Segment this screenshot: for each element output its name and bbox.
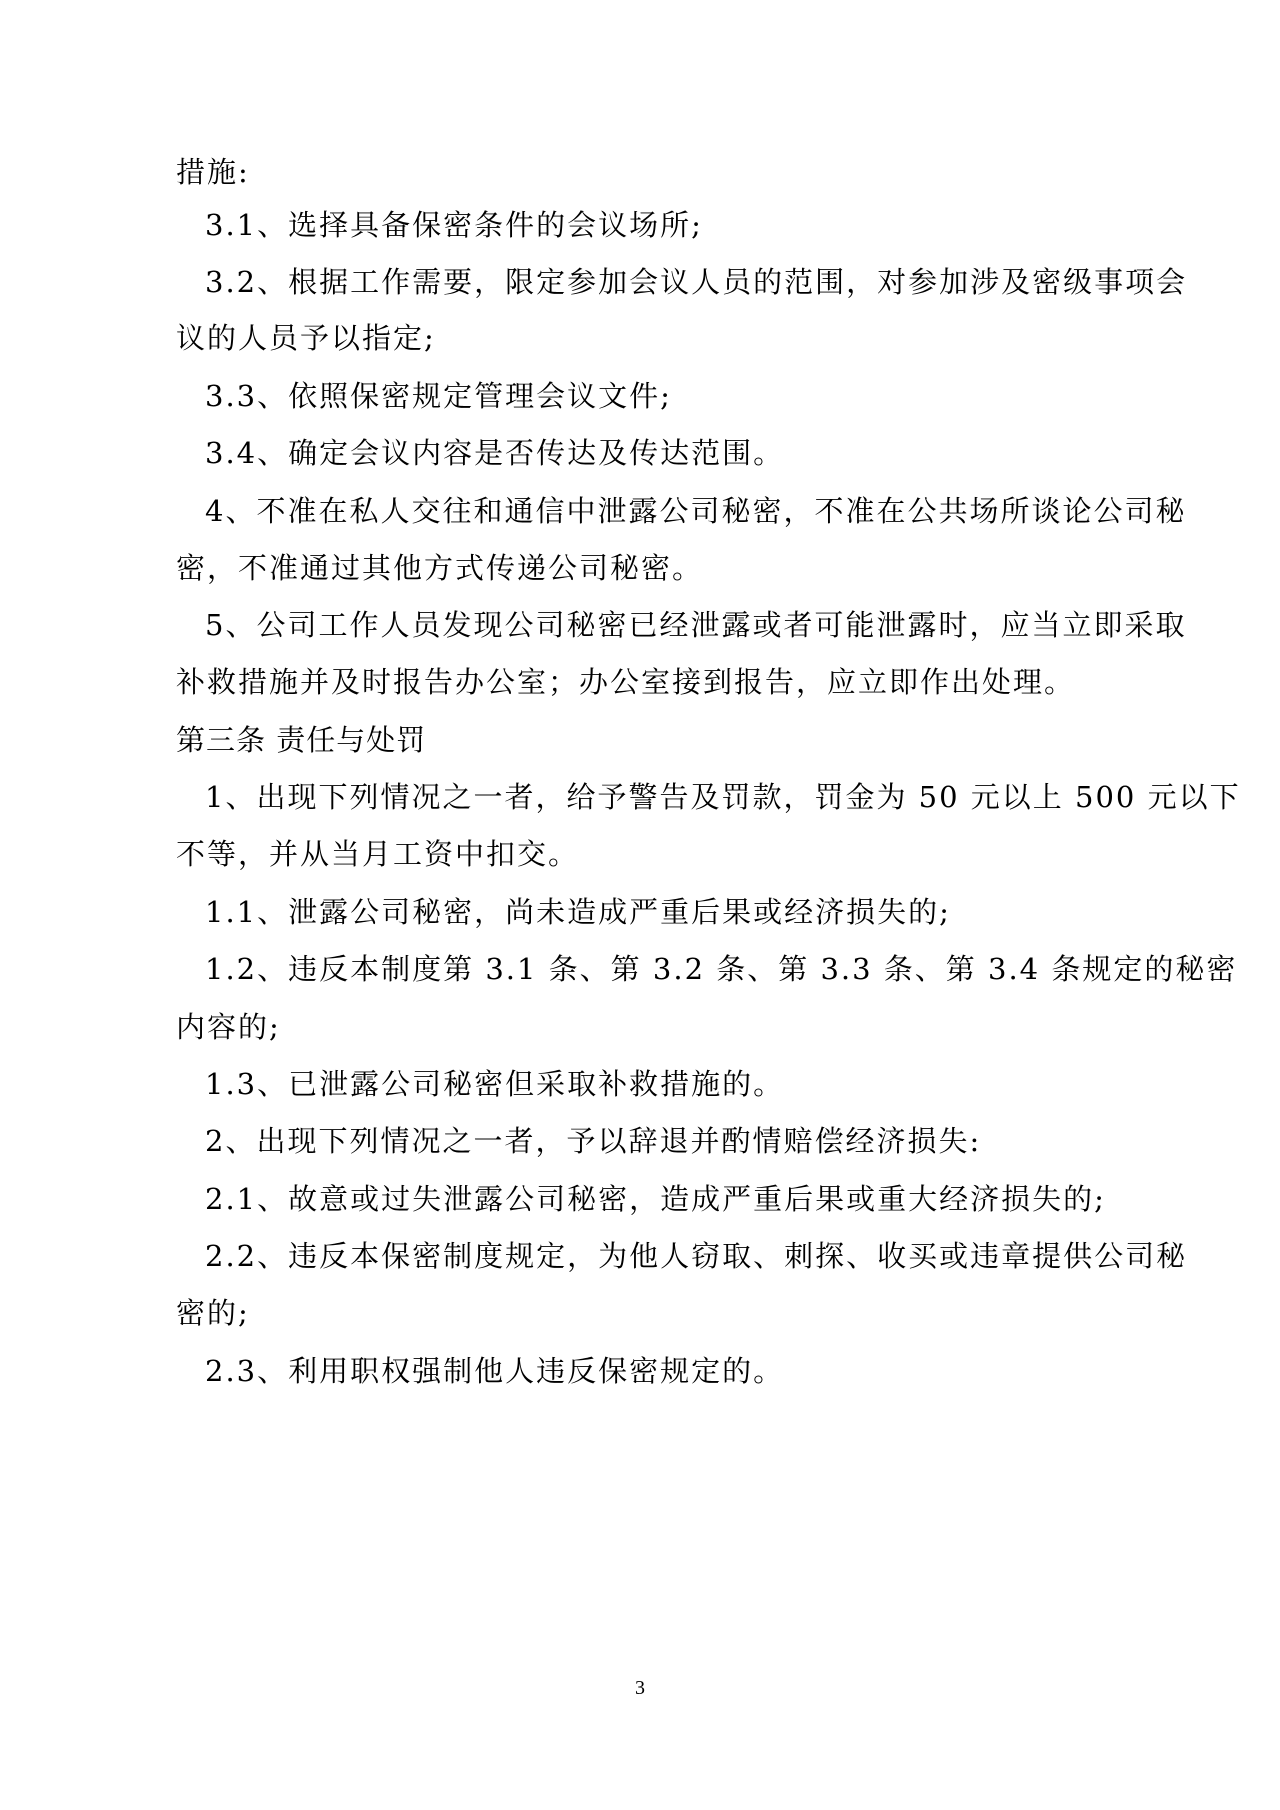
text-line-5: 5、公司工作人员发现公司秘密已经泄露或者可能泄露时，应当立即采取 [205, 608, 1187, 642]
text-line-3-1: 3.1、选择具备保密条件的会议场所; [205, 208, 703, 242]
text-line-penalty-1: 1、出现下列情况之一者，给予警告及罚款，罚金为 50 元以上 500 元以下 [205, 780, 1241, 814]
text-line-2-2-cont: 密的; [176, 1296, 250, 1330]
text-line-3-4: 3.4、确定会议内容是否传达及传达范围。 [205, 436, 785, 470]
text-line-4: 4、不准在私人交往和通信中泄露公司秘密，不准在公共场所谈论公司秘 [205, 494, 1187, 528]
text-line-3-2: 3.2、根据工作需要，限定参加会议人员的范围，对参加涉及密级事项会 [205, 265, 1188, 299]
text-line-penalty-2: 2、出现下列情况之一者，予以辞退并酌情赔偿经济损失: [205, 1124, 982, 1158]
text-line-2-2: 2.2、违反本保密制度规定，为他人窃取、刺探、收买或违章提供公司秘 [205, 1239, 1188, 1273]
text-line-5-cont: 补救措施并及时报告办公室；办公室接到报告，应立即作出处理。 [176, 665, 1076, 699]
text-line-1-1: 1.1、泄露公司秘密，尚未造成严重后果或经济损失的; [205, 895, 951, 929]
section-heading-article-3: 第三条 责任与处罚 [176, 723, 427, 757]
text-line-1-2: 1.2、违反本制度第 3.1 条、第 3.2 条、第 3.3 条、第 3.4 条规定的秘密 [205, 952, 1238, 986]
text-line-penalty-1-cont: 不等，并从当月工资中扣交。 [176, 837, 580, 871]
text-line-2-3: 2.3、利用职权强制他人违反保密规定的。 [205, 1354, 785, 1388]
text-line-measures: 措施: [176, 155, 250, 189]
page-number: 3 [635, 1677, 645, 1699]
text-line-4-cont: 密，不准通过其他方式传递公司秘密。 [176, 551, 704, 585]
text-line-1-3: 1.3、已泄露公司秘密但采取补救措施的。 [205, 1067, 785, 1101]
text-line-2-1: 2.1、故意或过失泄露公司秘密，造成严重后果或重大经济损失的; [205, 1182, 1106, 1216]
text-line-3-3: 3.3、依照保密规定管理会议文件; [205, 379, 672, 413]
text-line-3-2-cont: 议的人员予以指定; [176, 321, 436, 355]
text-line-1-2-cont: 内容的; [176, 1010, 281, 1044]
